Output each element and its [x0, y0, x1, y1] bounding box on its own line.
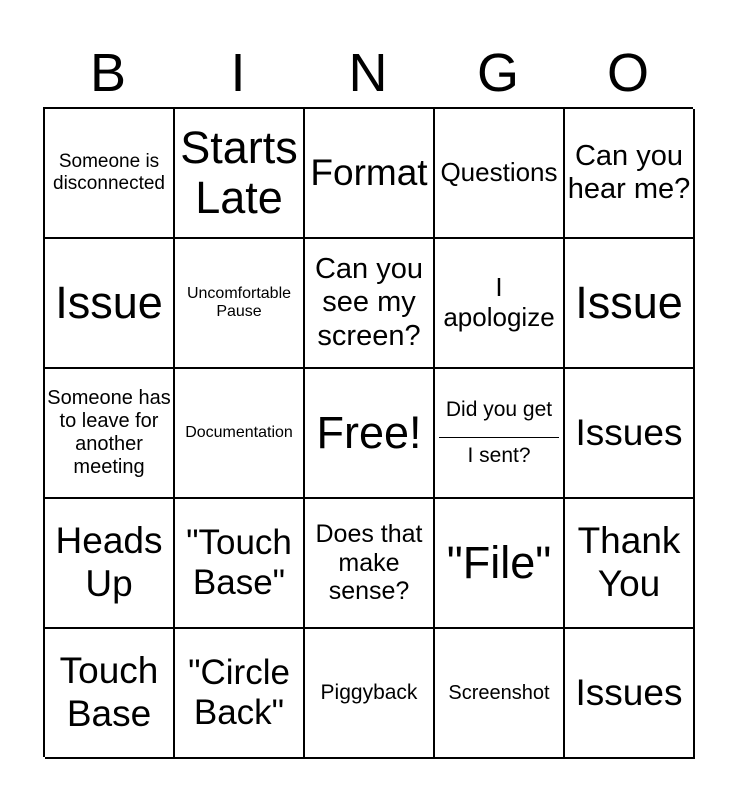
cell-text: Questions: [440, 157, 558, 188]
bingo-header: [43, 40, 693, 106]
cell-text: Someone has to leave for another meeting: [47, 387, 171, 478]
cell-text: I apologize: [443, 272, 555, 332]
cell-text: Can you see my screen?: [314, 252, 423, 352]
bingo-cell[interactable]: [45, 239, 175, 369]
cell-text: Documentation: [185, 423, 293, 441]
cell-text: Uncomfortable Pause: [186, 284, 292, 320]
header-letter-i: I: [230, 43, 246, 103]
bingo-cell[interactable]: [565, 239, 695, 369]
bingo-cell[interactable]: [565, 629, 695, 759]
bingo-cell[interactable]: [175, 109, 305, 239]
bingo-cell[interactable]: [305, 369, 435, 499]
cell-text: "Touch Base": [186, 522, 292, 602]
cell-text: Issue: [575, 276, 683, 328]
bingo-cell[interactable]: [175, 629, 305, 759]
bingo-cell[interactable]: [565, 369, 695, 499]
bingo-cell[interactable]: [175, 369, 305, 499]
bingo-cell[interactable]: [565, 499, 695, 629]
cell-text: Touch Base: [59, 650, 159, 734]
bingo-grid: [43, 107, 693, 757]
header-letter-g: G: [476, 43, 519, 103]
bingo-cell[interactable]: [175, 239, 305, 369]
cell-text: Heads Up: [55, 520, 163, 604]
cell-text: "Circle Back": [188, 652, 290, 732]
header-letter-b: B: [89, 43, 127, 103]
bingo-cell[interactable]: [565, 109, 695, 239]
cell-text: Thank You: [577, 520, 681, 604]
cell-text: Issues: [575, 411, 683, 453]
bingo-cell[interactable]: [305, 499, 435, 629]
bingo-cell[interactable]: [305, 239, 435, 369]
did-you-get-text: Did you get: [445, 398, 553, 422]
header-letter-o: O: [606, 43, 649, 103]
cell-text: Format: [310, 151, 428, 193]
bingo-cell[interactable]: [435, 239, 565, 369]
cell-text: Screenshot: [448, 681, 550, 704]
bingo-cell[interactable]: [435, 499, 565, 629]
cell-text: Piggyback: [320, 680, 418, 704]
bingo-cell[interactable]: [435, 109, 565, 239]
bingo-cell[interactable]: [45, 369, 175, 499]
bingo-cell[interactable]: [45, 499, 175, 629]
header-letter-n: N: [348, 43, 388, 103]
cell-text: Does that make sense?: [315, 519, 423, 606]
cell-text: Can you hear me?: [567, 139, 691, 205]
i-sent-text: I sent?: [467, 443, 531, 467]
blank-line: [439, 427, 559, 438]
cell-text: [439, 398, 559, 467]
bingo-cell[interactable]: [305, 629, 435, 759]
cell-text: Starts Late: [180, 121, 298, 223]
cell-text: "File": [446, 536, 552, 588]
bingo-cell[interactable]: [45, 109, 175, 239]
cell-text: Issue: [55, 276, 163, 328]
bingo-cell[interactable]: [435, 629, 565, 759]
cell-text: Issues: [575, 671, 683, 713]
cell-text: Someone is disconnected: [53, 151, 165, 194]
bingo-cell[interactable]: [305, 109, 435, 239]
bingo-cell[interactable]: [45, 629, 175, 759]
bingo-cell[interactable]: [435, 369, 565, 499]
bingo-cell[interactable]: [175, 499, 305, 629]
cell-text: Free!: [316, 406, 422, 458]
